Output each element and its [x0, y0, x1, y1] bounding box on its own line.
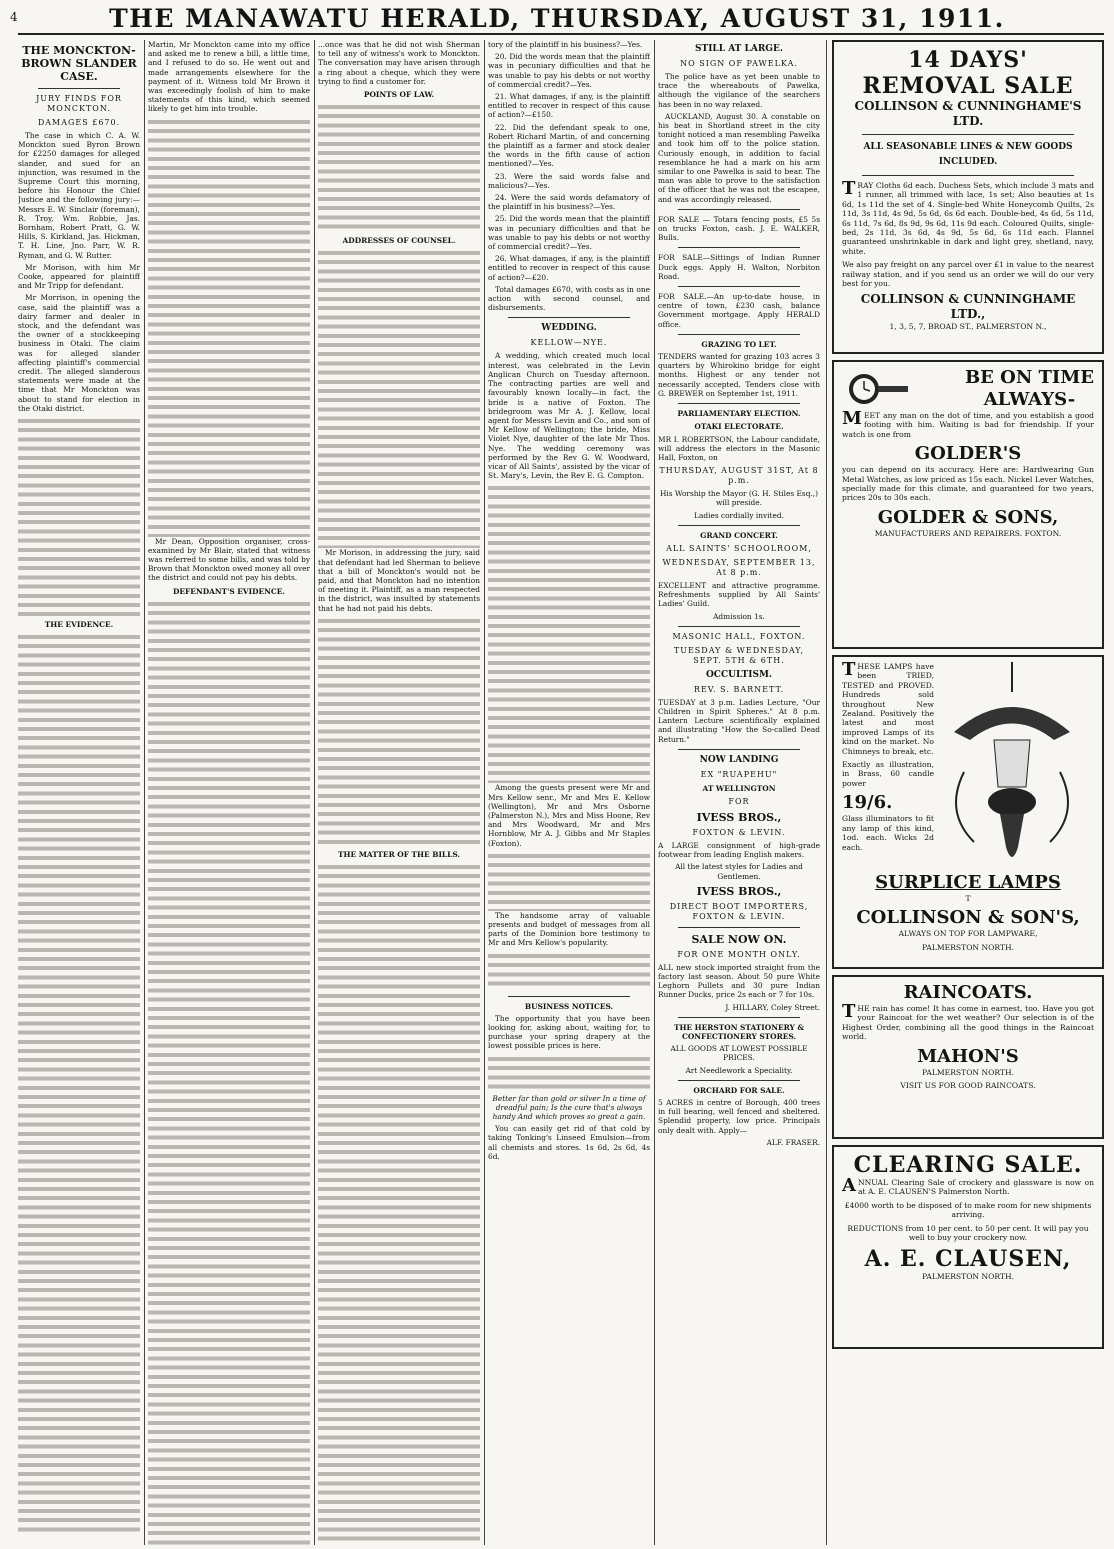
raincoats-town: PALMERSTON NORTH.: [921, 1067, 1015, 1077]
verdict-question: 26. What damages, if any, is the plaintiff entitled to recover in respect of this cause of action?—£20.: [488, 254, 650, 282]
article-body-text: [318, 616, 480, 846]
article-paragraph: The case in which C. A. W. Monckton sued Byron Brown for £2250 damages for alleged slander, and sued for an injunction, was resumed in the Supreme Court this morning, before his Honour the Chief Justice and the following jury:— Messrs E. W. Sinclair (foreman), R. Troy, Wm. Robbie, Jas. Bornham, Robert Pratt, G. W. Hills, S. Kirkland, Jas. Hickman, T. H. Line, Jno. Parr, W. R. Ryman, and G. W. Rutter.: [18, 131, 140, 260]
article-body-text: [148, 599, 310, 1545]
masthead: [0, 0, 1114, 36]
article-paragraph: The police have as yet been unable to trace the whereabouts of Pawelka, although the vigilance of the searchers has been in no way relaxed.: [658, 72, 820, 109]
business-notices-headline: BUSINESS NOTICES.: [524, 1001, 614, 1011]
removal-sale-body: TRAY Cloths 6d each. Duchess Sets, which include 3 mats and 1 runner, all trimmed with lace, 1s set; Also beauties at 1s 6d, 1s 11d the set of 4. Single-bed White Honeycomb Quilts, 2s 11d, 3s 11d, 4s 9d, 5s 6d, 6s 6d each. Double-bed, 4s 6d, 5s 11d, 6s 11d, 7s 6d, 8s 9d, 9s 6d, 11s 9d each. Coloured Quilts, single-bed, 2s 11d, 3s 6d, 4s 9d, 5s 6d, 6s 11d each. Flannel guaranteed unshrinkable in dark and light grey, shetland, navy, white.: [842, 178, 1094, 256]
column-1: [18, 40, 140, 1545]
orchard-heading: ORCHARD FOR SALE.: [693, 1085, 785, 1095]
lamps-glass: Glass illuminators to fit any lamp of this kind, 1od. each. Wicks 2d each.: [842, 814, 934, 852]
raincoats-title: RAINCOATS.: [903, 982, 1033, 1003]
article-paragraph: Martin, Mr Monckton came into my office and asked me to renew a bill, a little time, and I refused to do so. He went out and made arrangements elsewhere for the payment of it. Witness told Mr Brown it was exceedingly foolish of him to make statements of this kind, which seemed likely to get him into trouble.: [148, 40, 310, 114]
election-subheading: OTAKI ELECTORATE.: [694, 422, 784, 432]
ad-rule: [862, 134, 1074, 135]
lamps-price: 19/6.: [842, 792, 893, 814]
lamps-firm-sub: ALWAYS ON TOP FOR LAMPWARE,: [898, 929, 1038, 939]
sale-now-notice: ALL new stock imported straight from the factory last season. About 50 pure White Leghorn Pullets and 30 pure Indian Runner Ducks, price 2s each or 7 for 10s.: [658, 962, 820, 1000]
golder-firm: GOLDER & SONS,: [877, 506, 1059, 528]
raincoats-ad: [832, 975, 1104, 1139]
verdict-question: 25. Did the words mean that the plaintiff was in pecuniary difficulties and that he was unable to pay his debts or not worthy of commercial credit?—Yes.: [488, 214, 650, 252]
landing-town: FOXTON & LEVIN.: [692, 827, 786, 837]
article-body-text: [488, 1054, 650, 1094]
article-subhead: JURY FINDS FOR MONCKTON.: [36, 94, 122, 113]
landing-port: AT WELLINGTON: [702, 783, 776, 793]
classified-heading: GRAZING TO LET.: [701, 339, 777, 349]
newspaper-title: THE MANAWATU HERALD, THURSDAY, AUGUST 31, 1911.: [109, 4, 1005, 33]
article-paragraph: AUCKLAND, August 30. A constable on his beat in Shortland street in the city tonight noticed a man resembling Pawelka and took him off to the police station. Curiously enough, in addition to facial resemblance he had a mark on his arm similar to one Pawelka is said to bear. The man was able to prove to the satisfaction of the officer that he was not the escapee, and was accordingly released.: [658, 111, 820, 204]
ad-rule: [862, 175, 1074, 176]
concert-heading: GRAND CONCERT.: [700, 530, 778, 540]
lamps-text: [842, 659, 934, 872]
landing-heading: NOW LANDING: [699, 754, 779, 765]
business-notice: You can easily get rid of that cold by taking Tonking's Linseed Emulsion—from all chemists and stores. 1s 6d, 2s 6d, 4s 6d.: [488, 1124, 650, 1161]
section-rule: [678, 749, 800, 750]
article-paragraph: The handsome array of valuable presents and budget of messages from all parts of the Dominion bore testimony to Mr and Mrs Kellow's popularity.: [488, 910, 650, 948]
crosshead: DEFENDANT'S EVIDENCE.: [173, 586, 285, 596]
verdict-answer: tory of the plaintiff in his business?—Yes.: [488, 40, 643, 49]
verdict-total: Total damages £670, with costs as in one action with second counsel, and disbursements.: [488, 284, 650, 313]
column-6-ads: [832, 40, 1104, 1545]
column-rule: [144, 40, 145, 1545]
verdict-question: 21. What damages, if any, is the plaintiff entitled to recover in respect of this cause of action?—£150.: [488, 92, 650, 120]
clearing-title: CLEARING SALE.: [853, 1152, 1083, 1178]
business-notice: The opportunity that you have been looking for, asking about, waiting for, to purchase your spring drapery at the lowest possible prices is here.: [488, 1013, 650, 1051]
surplice-lamps-ad: [832, 655, 1104, 969]
article-damages: DAMAGES £670.: [37, 118, 121, 127]
column-5: [658, 40, 820, 1545]
removal-sale-tagline: ALL SEASONABLE LINES & NEW GOODS INCLUDED.: [863, 142, 1073, 167]
removal-sale-firm-footer: COLLINSON & CUNNINGHAME LTD.,: [860, 292, 1076, 322]
sale-now-name: J. HILLARY, Coley Street.: [725, 1002, 820, 1012]
occult-heading: OCCULTISM.: [705, 669, 773, 680]
column-4: [488, 40, 650, 1545]
wedding-headline: WEDDING.: [541, 323, 597, 334]
section-rule: [678, 403, 800, 404]
golder-firm-sub: MANUFACTURERS AND REPAIRERS. FOXTON.: [874, 528, 1062, 538]
golder-intro: MEET any man on the dot of time, and you establish a good footing with him. Waiting is bad for friendship. If your watch is one from: [842, 408, 1094, 439]
raincoats-body: THE rain has come! It has come in earnest, too. Have you got your Raincoat for the wet weather? Our selection is of the Highest Order, combining all the good things in the Raincoat world.: [842, 1001, 1094, 1042]
landing-firm-sub: DIRECT BOOT IMPORTERS, FOXTON & LEVIN.: [669, 901, 809, 921]
election-heading: PARLIAMENTARY ELECTION.: [677, 409, 801, 419]
lamps-top: [842, 659, 1094, 872]
article-paragraph: A wedding, which created much local interest, was celebrated in the Levin Anglican Church on Tuesday afternoon. The contracting parties are well and favourably known locally—in fact, the bride is a native of Foxton. The bridegroom was Mr A. J. Kellow, local agent for Messrs Levin and Co., and son of Mr Kellow of Wellington; the bride, Miss Violet Nye, daughter of the late Mr Thos. Nye. The wedding ceremony was performed by the Rev G. W. Woodward, vicar of All Saints', assisted by the vicar of St. Mary's, Levin, the Rev E. G. Compton.: [488, 351, 650, 481]
page-number: 4: [10, 10, 18, 24]
golder-watch-ad: [832, 360, 1104, 649]
stationery-notice: Art Needlework a Speciality.: [685, 1065, 793, 1075]
clearing-firm: A. E. CLAUSEN,: [864, 1246, 1072, 1273]
article-body-text: [18, 416, 140, 616]
article-body-text: [318, 102, 480, 232]
landing-ship: EX "RUAPEHU": [700, 769, 778, 779]
golder-name: GOLDER'S: [914, 443, 1022, 465]
article-paragraph: Mr Dean, Opposition organiser, cross-examined by Mr Blair, stated that witness was referred to some bills, and was told by Brown that Monckton owed money all over the district and could not pay his debts.: [148, 536, 310, 583]
column-2: [148, 40, 310, 1545]
verdict-question: 22. Did the defendant speak to one, Robert Richard Martin, of and concerning the plaintiff as a farmer and stock dealer the words in the fifth cause of action mentioned?—Yes.: [488, 122, 650, 169]
sale-now-sub: FOR ONE MONTH ONLY.: [677, 949, 801, 959]
section-rule: [678, 286, 800, 287]
stationery-notice: ALL GOODS AT LOWEST POSSIBLE PRICES.: [670, 1044, 808, 1063]
concert-date: WEDNESDAY, SEPTEMBER 13, At 8 p.m.: [662, 557, 816, 577]
lamps-body: THESE LAMPS have been TRIED, TESTED and PROVED. Hundreds sold throughout New Zealand. Positively the latest and most improved Lamps of its kind on the market. No Chimneys to break, etc.: [842, 659, 934, 756]
classified-ad: FOR SALE.—An up-to-date house, in centre of town, £230 cash, balance Government mortgage. Apply HERALD office.: [658, 292, 820, 329]
article-paragraph: Among the guests present were Mr and Mrs Kellow senr., Mr and Mrs E. Kellow (Wellington), Mr and Mrs Osborne (Palmerston N.), Mrs and Miss Hoone, Rev and Mrs Woodward, Mr and Mrs Hornblow, Mr A. J. Gibbs and Mr Staples (Foxton).: [488, 783, 650, 848]
crosshead: ADDRESSES OF COUNSEL.: [342, 236, 456, 246]
verdict-question: 23. Were the said words false and malicious?—Yes.: [488, 171, 650, 190]
section-rule: [678, 927, 800, 928]
landing-for: FOR: [728, 796, 750, 806]
verdict-question: 24. Were the said words defamatory of the plaintiff in his business?—Yes.: [488, 193, 650, 212]
removal-sale-address: 1, 3, 5, 7, BROAD ST., PALMERSTON N.,: [889, 322, 1047, 332]
masthead-rule: [18, 33, 1104, 35]
concert-venue: ALL SAINTS' SCHOOLROOM,: [666, 543, 812, 553]
news-headline: STILL AT LARGE.: [695, 44, 783, 54]
removal-sale-firm: COLLINSON & CUNNINGHAME'S LTD.: [854, 99, 1082, 128]
stationery-heading: THE HERSTON STATIONERY & CONFECTIONERY STORES.: [673, 1022, 805, 1041]
crosshead: POINTS OF LAW.: [363, 90, 435, 100]
orchard-name: ALF. FRASER.: [766, 1137, 820, 1147]
election-ladies: Ladies cordially invited.: [694, 510, 784, 520]
occult-notice: TUESDAY at 3 p.m. Ladies Lecture, "Our Children in Spirit Spheres." At 8 p.m. Lantern Lecture scientifically explained and illustrating "How the So-called Dead Return.": [658, 697, 820, 744]
occult-speaker: REV. S. BARNETT.: [693, 684, 785, 694]
article-body-text: [18, 632, 140, 1532]
lamps-firm: COLLINSON & SON'S,: [856, 907, 1080, 929]
golder-header: [842, 367, 1094, 411]
section-rule: [678, 1017, 800, 1018]
lamps-letter: T: [965, 894, 971, 903]
column-rule: [654, 40, 655, 1545]
article-headline: THE MONCKTON-BROWN SLANDER CASE.: [21, 44, 137, 83]
article-paragraph: Mr Morrison, in opening the case, said the plaintiff was a dairy farmer and dealer in stock, and the defendant was the owner of a stockkeeping business in Otaki. The claim was for alleged slander affecting plaintiff's commercial credit. The alleged slanderous statements were made at the time that Mr Monckton was about to stand for election in the Otaki district.: [18, 293, 140, 413]
section-rule: [678, 1080, 800, 1081]
removal-sale-title: 14 DAYS' REMOVAL SALE: [862, 47, 1074, 99]
removal-sale-ad: [832, 40, 1104, 354]
headline-rule: [38, 88, 120, 89]
golder-slogan-line2: ALWAYS-: [983, 389, 1076, 410]
lamps-firm-town: PALMERSTON NORTH.: [921, 942, 1015, 952]
clearing-body2: £4000 worth to be disposed of to make room for new shipments arriving.: [844, 1200, 1092, 1220]
crosshead: THE MATTER OF THE BILLS.: [338, 849, 460, 859]
clearing-body: ANNUAL Clearing Sale of crockery and glassware is now on at A. E. CLAUSEN'S Palmerston North.: [842, 1175, 1094, 1197]
concert-admission: Admission 1s.: [713, 611, 765, 621]
removal-sale-note: We also pay freight on any parcel over £1 in value to the nearest railway station, and if you send us an order we will do our very best for you.: [842, 260, 1094, 289]
section-rule: [678, 525, 800, 526]
section-rule: [678, 334, 800, 335]
lamps-title: SURPLICE LAMPS: [875, 872, 1061, 893]
election-date: THURSDAY, AUGUST 31ST, At 8 p.m.: [659, 466, 819, 486]
section-rule: [678, 626, 800, 627]
orchard-notice: 5 ACRES in centre of Borough, 400 trees in full bearing, well fenced and sheltered. Splendid property, low price. Principals only dealt with. Apply—: [658, 1098, 820, 1135]
landing-firm: IVESS BROS.,: [696, 884, 782, 898]
article-paragraph: Mr Morison, in addressing the jury, said that defendant had led Sherman to believe that a bill of Monckton's would not be paid, and that Monckton had no intention of meeting it. Plaintiff, as a man respected in the district, was insulted by statements that he had not paid his debts.: [318, 548, 480, 613]
article-paragraph: ...once was that he did not wish Sherman to tell any of witness's work to Monckton. The conversation may have arisen through a ring about a cheque, which they were trying to find a customer for.: [318, 40, 480, 86]
raincoats-visit: VISIT US FOR GOOD RAINCOATS.: [900, 1081, 1036, 1091]
section-rule: [508, 317, 630, 318]
column-rule: [826, 40, 827, 1545]
article-body-text: [488, 851, 650, 911]
landing-notice: A LARGE consignment of high-grade footwear from leading English makers.: [658, 840, 820, 860]
concert-notice: EXCELLENT and attractive programme. Refreshments supplied by All Saints' Ladies' Guild.: [658, 580, 820, 609]
news-subhead: NO SIGN OF PAWELKA.: [680, 59, 798, 68]
verdict-question: 20. Did the words mean that the plaintiff was in pecuniary difficulties and that he was unable to pay his debts or not worthy of commercial credit?—Yes.: [488, 52, 650, 89]
occult-date: TUESDAY & WEDNESDAY, SEPT. 5TH & 6TH.: [673, 645, 805, 665]
classified-ad: TENDERS wanted for grazing 103 acres 3 quarters by Whirokino bridge for eight months. Highest or any tender not necessarily accepted. Tenders close with G. BREWER on September 1st, 1911.: [658, 352, 820, 398]
article-body-text: [148, 117, 310, 537]
column-3: [318, 40, 480, 1545]
article-body-text: [318, 862, 480, 1545]
landing-firm: IVESS BROS.,: [696, 810, 782, 824]
crosshead: THE EVIDENCE.: [44, 620, 114, 630]
clearing-town: PALMERSTON NORTH.: [921, 1272, 1015, 1282]
hanging-lamp-icon: [934, 662, 1090, 872]
column-rule: [314, 40, 315, 1545]
raincoats-firm: MAHON'S: [917, 1045, 1019, 1067]
column-rule: [484, 40, 485, 1545]
clearing-sale-ad: [832, 1145, 1104, 1349]
election-notice: MR I. ROBERTSON, the Labour candidate, will address the electors in the Masonic Hall, Foxton, on: [658, 434, 820, 462]
landing-notice: All the latest styles for Ladies and Gentlemen.: [675, 862, 803, 881]
section-rule: [678, 209, 800, 210]
section-rule: [508, 996, 630, 997]
election-chair: His Worship the Mayor (G. H. Stiles Esq.,) will preside.: [659, 489, 819, 508]
section-rule: [678, 247, 800, 248]
article-paragraph: Mr Morison, with him Mr Cooke, appeared for plaintiff and Mr Tripp for defendant.: [18, 262, 140, 291]
article-body-text: [488, 951, 650, 991]
lamps-body2: Exactly as illustration, in Brass, 60 candle power: [842, 760, 934, 788]
pocket-watch-icon: [842, 371, 912, 407]
classified-ad: FOR SALE—Sittings of Indian Runner Duck eggs. Apply H. Walton, Norbiton Road.: [658, 253, 820, 281]
occult-venue: MASONIC HALL, FOXTON.: [672, 631, 806, 641]
golder-slogan: [965, 367, 1094, 411]
business-notice-verse: Better far than gold or silver In a time of dreadful pain; Is the cure that's always handy And which proves so great a gain.: [492, 1093, 646, 1121]
article-body-text: [318, 248, 480, 548]
article-body-text: [488, 483, 650, 783]
sale-now-heading: SALE NOW ON.: [691, 932, 787, 946]
classified-ad: FOR SALE — Totara fencing posts, £5 5s on trucks Foxton, cash. J. E. WALKER, Bulls.: [658, 214, 820, 243]
golder-body: you can depend on its accuracy. Here are: Hardwearing Gun Metal Watches, as low priced as 15s each. Nickel Lever Watches, specially made for this climate, and guaranteed for two years, prices 20s to 30s each.: [842, 465, 1094, 503]
clearing-body3: REDUCTIONS from 10 per cent. to 50 per cent. It will pay you well to buy your crockery now.: [847, 1223, 1089, 1243]
golder-slogan-line1: BE ON TIME: [964, 367, 1094, 388]
wedding-subhead: KELLOW—NYE.: [530, 338, 608, 348]
